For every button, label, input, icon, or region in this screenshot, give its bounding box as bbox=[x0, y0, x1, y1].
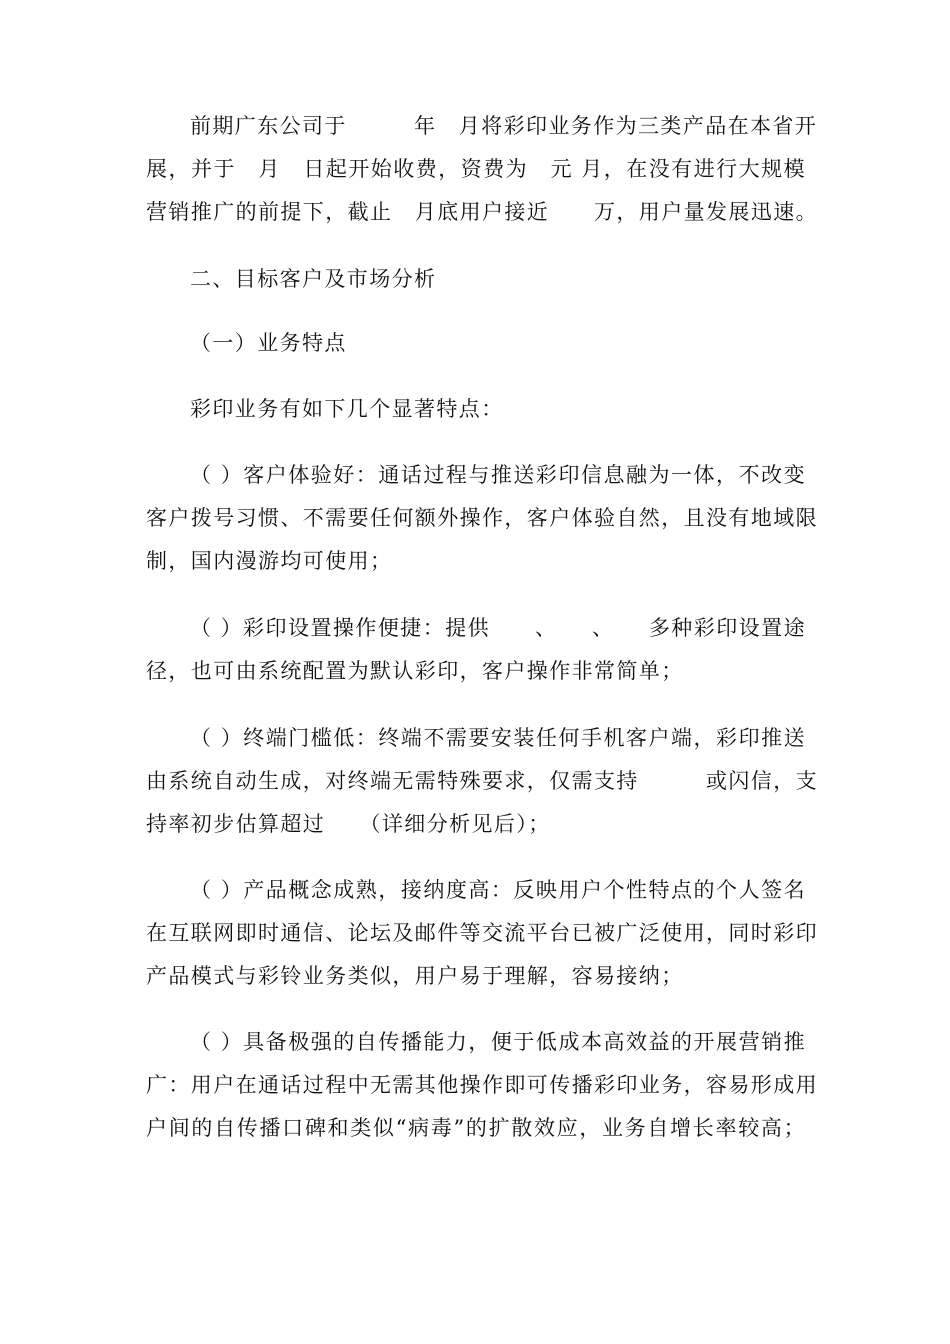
list-item-line: （ ）彩印设置操作便捷：提供 、 、 多种彩印设置途 bbox=[190, 616, 806, 640]
list-item-line: 广：用户在通话过程中无需其他操作即可传播彩印业务，容易形成用 bbox=[146, 1073, 818, 1097]
section-heading: 二、目标客户及市场分析 bbox=[190, 267, 437, 291]
list-item-line: （ ）终端门槛低：终端不需要安装任何手机客户端，彩印推送 bbox=[190, 726, 806, 750]
subsection-heading: （一）业务特点 bbox=[190, 331, 347, 355]
paragraph-line: 营销推广的前提下，截止 月底用户接近 万，用户量发展迅速。 bbox=[146, 200, 818, 224]
list-item-line: 产品模式与彩铃业务类似，用户易于理解，容易接纳； bbox=[146, 964, 684, 988]
list-item-line: （ ）产品概念成熟，接纳度高：反映用户个性特点的个人签名 bbox=[190, 878, 806, 902]
list-item-line: 在互联网即时通信、论坛及邮件等交流平台已被广泛使用，同时彩印 bbox=[146, 921, 818, 945]
list-item-line: 制，国内漫游均可使用； bbox=[146, 549, 393, 573]
paragraph-line: 前期广东公司于 年 月将彩印业务作为三类产品在本省开 bbox=[190, 114, 818, 138]
list-item-line: 径，也可由系统配置为默认彩印，客户操作非常简单； bbox=[146, 659, 684, 683]
paragraph-line: 展，并于 月 日起开始收费，资费为 元 月，在没有进行大规模 bbox=[146, 157, 806, 181]
list-item-line: 户间的自传播口碑和类似“病毒”的扩散效应，业务自增长率较高； bbox=[146, 1116, 806, 1140]
list-item-line: （ ）具备极强的自传播能力，便于低成本高效益的开展营销推 bbox=[190, 1030, 806, 1054]
list-item-line: 由系统自动生成，对终端无需特殊要求，仅需支持 或闪信，支 bbox=[146, 769, 818, 793]
list-item-line: 持率初步估算超过 （详细分析见后）； bbox=[146, 812, 551, 836]
list-item-line: 客户拨号习惯、不需要任何额外操作，客户体验自然，且没有地域限 bbox=[146, 506, 818, 530]
paragraph-line: 彩印业务有如下几个显著特点： bbox=[190, 397, 504, 421]
list-item-line: （ ）客户体验好：通话过程与推送彩印信息融为一体，不改变 bbox=[190, 463, 806, 487]
